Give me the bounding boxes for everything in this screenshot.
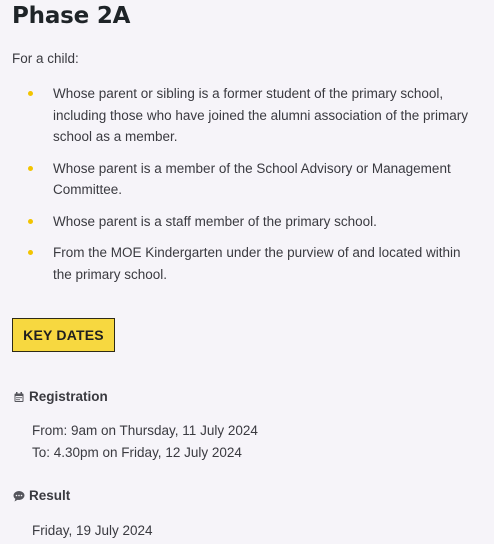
list-item [24,158,474,201]
criteria-text: Whose parent is a staff member of the primary school. [53,213,377,229]
bullet-icon [28,219,33,224]
registration-label: Registration [29,389,108,404]
criteria-text: Whose parent is a member of the School Advisory or Management Committee. [53,160,451,197]
bullet-icon [28,91,33,96]
criteria-text: Whose parent or sibling is a former student of the primary school, including those who have joined the alumni association of the primary school as a member. [53,86,468,144]
list-item [24,211,474,233]
calendar-icon [13,391,25,403]
page-title: Phase 2A [12,3,131,29]
result-label: Result [29,488,71,503]
registration-to: To: 4.30pm on Friday, 12 July 2024 [32,445,242,460]
result-date: Friday, 19 July 2024 [32,523,153,538]
criteria-text: From the MOE Kindergarten under the purview of and located within the primary school. [53,245,461,282]
criteria-list [24,83,474,295]
list-item [24,83,474,148]
chat-bubble-icon [13,490,25,502]
registration-from: From: 9am on Thursday, 11 July 2024 [32,423,258,438]
intro-text: For a child: [12,51,79,66]
key-dates-button[interactable]: KEY DATES [12,318,115,352]
list-item [24,242,474,285]
registration-heading [13,389,108,404]
bullet-icon [28,166,33,171]
result-heading [13,488,70,503]
bullet-icon [28,250,33,255]
